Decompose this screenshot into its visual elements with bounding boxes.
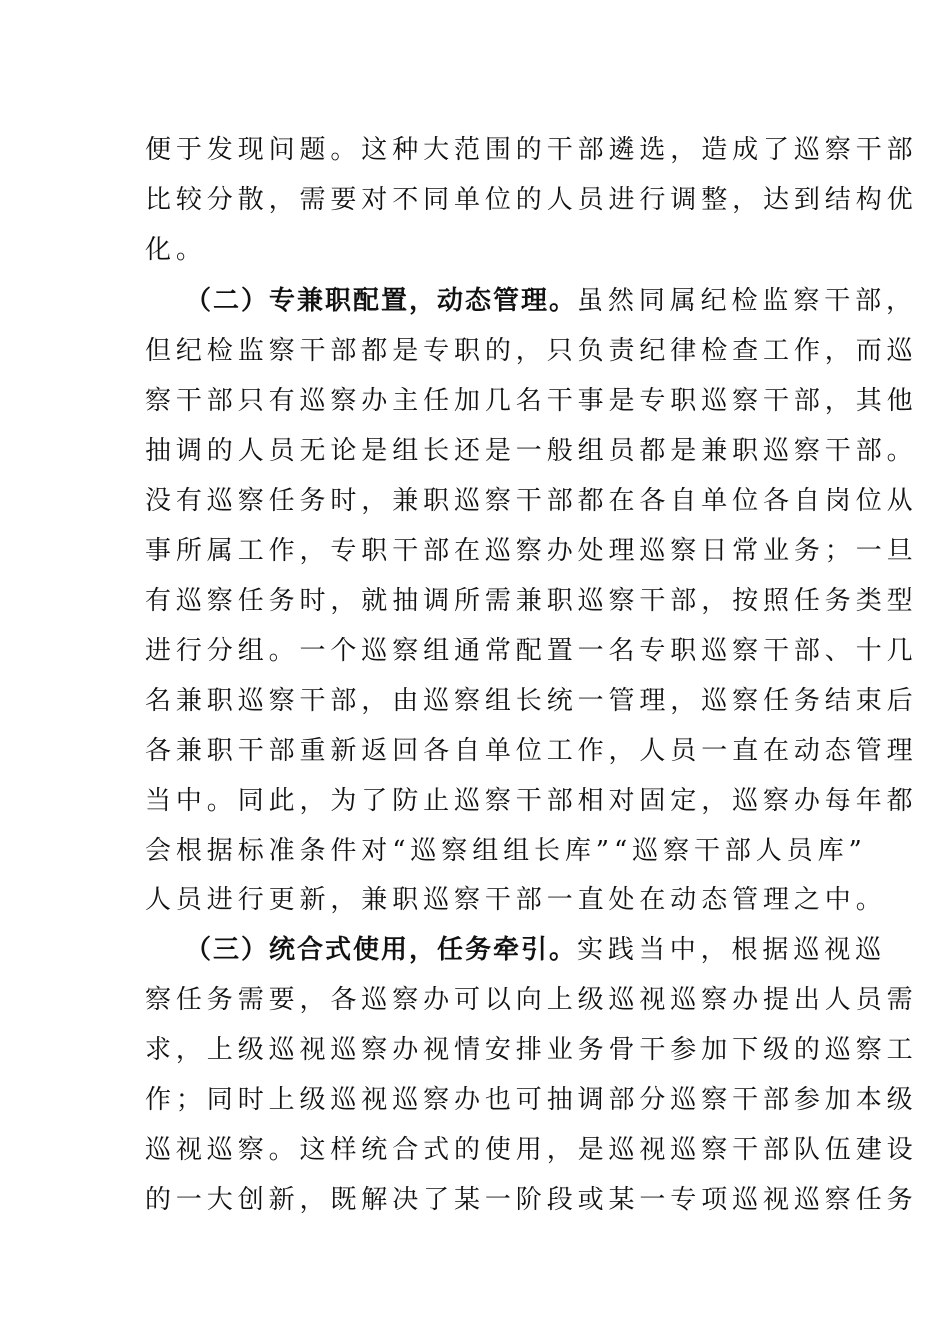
- paragraph-2-line-3: 察干部只有巡察办主任加几名干事是专职巡察干部，其他: [145, 386, 918, 416]
- paragraph-2-line-10: 各兼职干部重新返回各自单位工作，人员一直在动态管理: [145, 736, 918, 766]
- paragraph-2-line-1-text: 虽然同属纪检监察干部，: [577, 286, 917, 316]
- paragraph-1-line-2: 比较分散，需要对不同单位的人员进行调整，达到结构优: [145, 185, 918, 215]
- paragraph-3-line-1-text: 实践当中，根据巡视巡: [577, 935, 887, 965]
- paragraph-3-line-1: [185, 930, 886, 970]
- paragraph-2-line-4: 抽调的人员无论是组长还是一般组员都是兼职巡察干部。: [145, 436, 918, 466]
- paragraph-2-line-6: 事所属工作，专职干部在巡察办处理巡察日常业务；一旦: [145, 536, 918, 566]
- paragraph-2-line-13: 人员进行更新，兼职巡察干部一直处在动态管理之中。: [145, 885, 887, 915]
- paragraph-2-line-7: 有巡察任务时，就抽调所需兼职巡察干部，按照任务类型: [145, 586, 918, 616]
- paragraph-3-line-2: 察任务需要，各巡察办可以向上级巡视巡察办提出人员需: [145, 985, 918, 1015]
- paragraph-2-line-12: 会根据标准条件对“巡察组组长库”“巡察干部人员库”: [145, 836, 867, 866]
- paragraph-2-line-1: [185, 281, 917, 321]
- paragraph-2-line-5: 没有巡察任务时，兼职巡察干部都在各自单位各自岗位从: [145, 486, 918, 516]
- paragraph-3-line-6: 的一大创新，既解决了某一阶段或某一专项巡视巡察任务: [145, 1185, 918, 1215]
- paragraph-3-line-4: 作；同时上级巡视巡察办也可抽调部分巡察干部参加本级: [145, 1085, 918, 1115]
- paragraph-3-heading: （三）统合式使用，任务牵引。: [185, 935, 578, 965]
- paragraph-3-line-5: 巡视巡察。这样统合式的使用，是巡视巡察干部队伍建设: [145, 1135, 918, 1165]
- paragraph-1-line-3: 化。: [145, 235, 207, 265]
- paragraph-3-line-3: 求，上级巡视巡察办视情安排业务骨干参加下级的巡察工: [145, 1035, 918, 1065]
- paragraph-2-line-11: 当中。同此，为了防止巡察干部相对固定，巡察办每年都: [145, 786, 918, 816]
- paragraph-2-line-9: 名兼职巡察干部，由巡察组长统一管理，巡察任务结束后: [145, 686, 918, 716]
- paragraph-2-heading: （二）专兼职配置，动态管理。: [185, 286, 578, 316]
- paragraph-2-line-8: 进行分组。一个巡察组通常配置一名专职巡察干部、十几: [145, 636, 918, 666]
- paragraph-1-line-1: 便于发现问题。这种大范围的干部遴选，造成了巡察干部: [145, 135, 918, 165]
- paragraph-2-line-2: 但纪检监察干部都是专职的，只负责纪律检查工作，而巡: [145, 336, 918, 366]
